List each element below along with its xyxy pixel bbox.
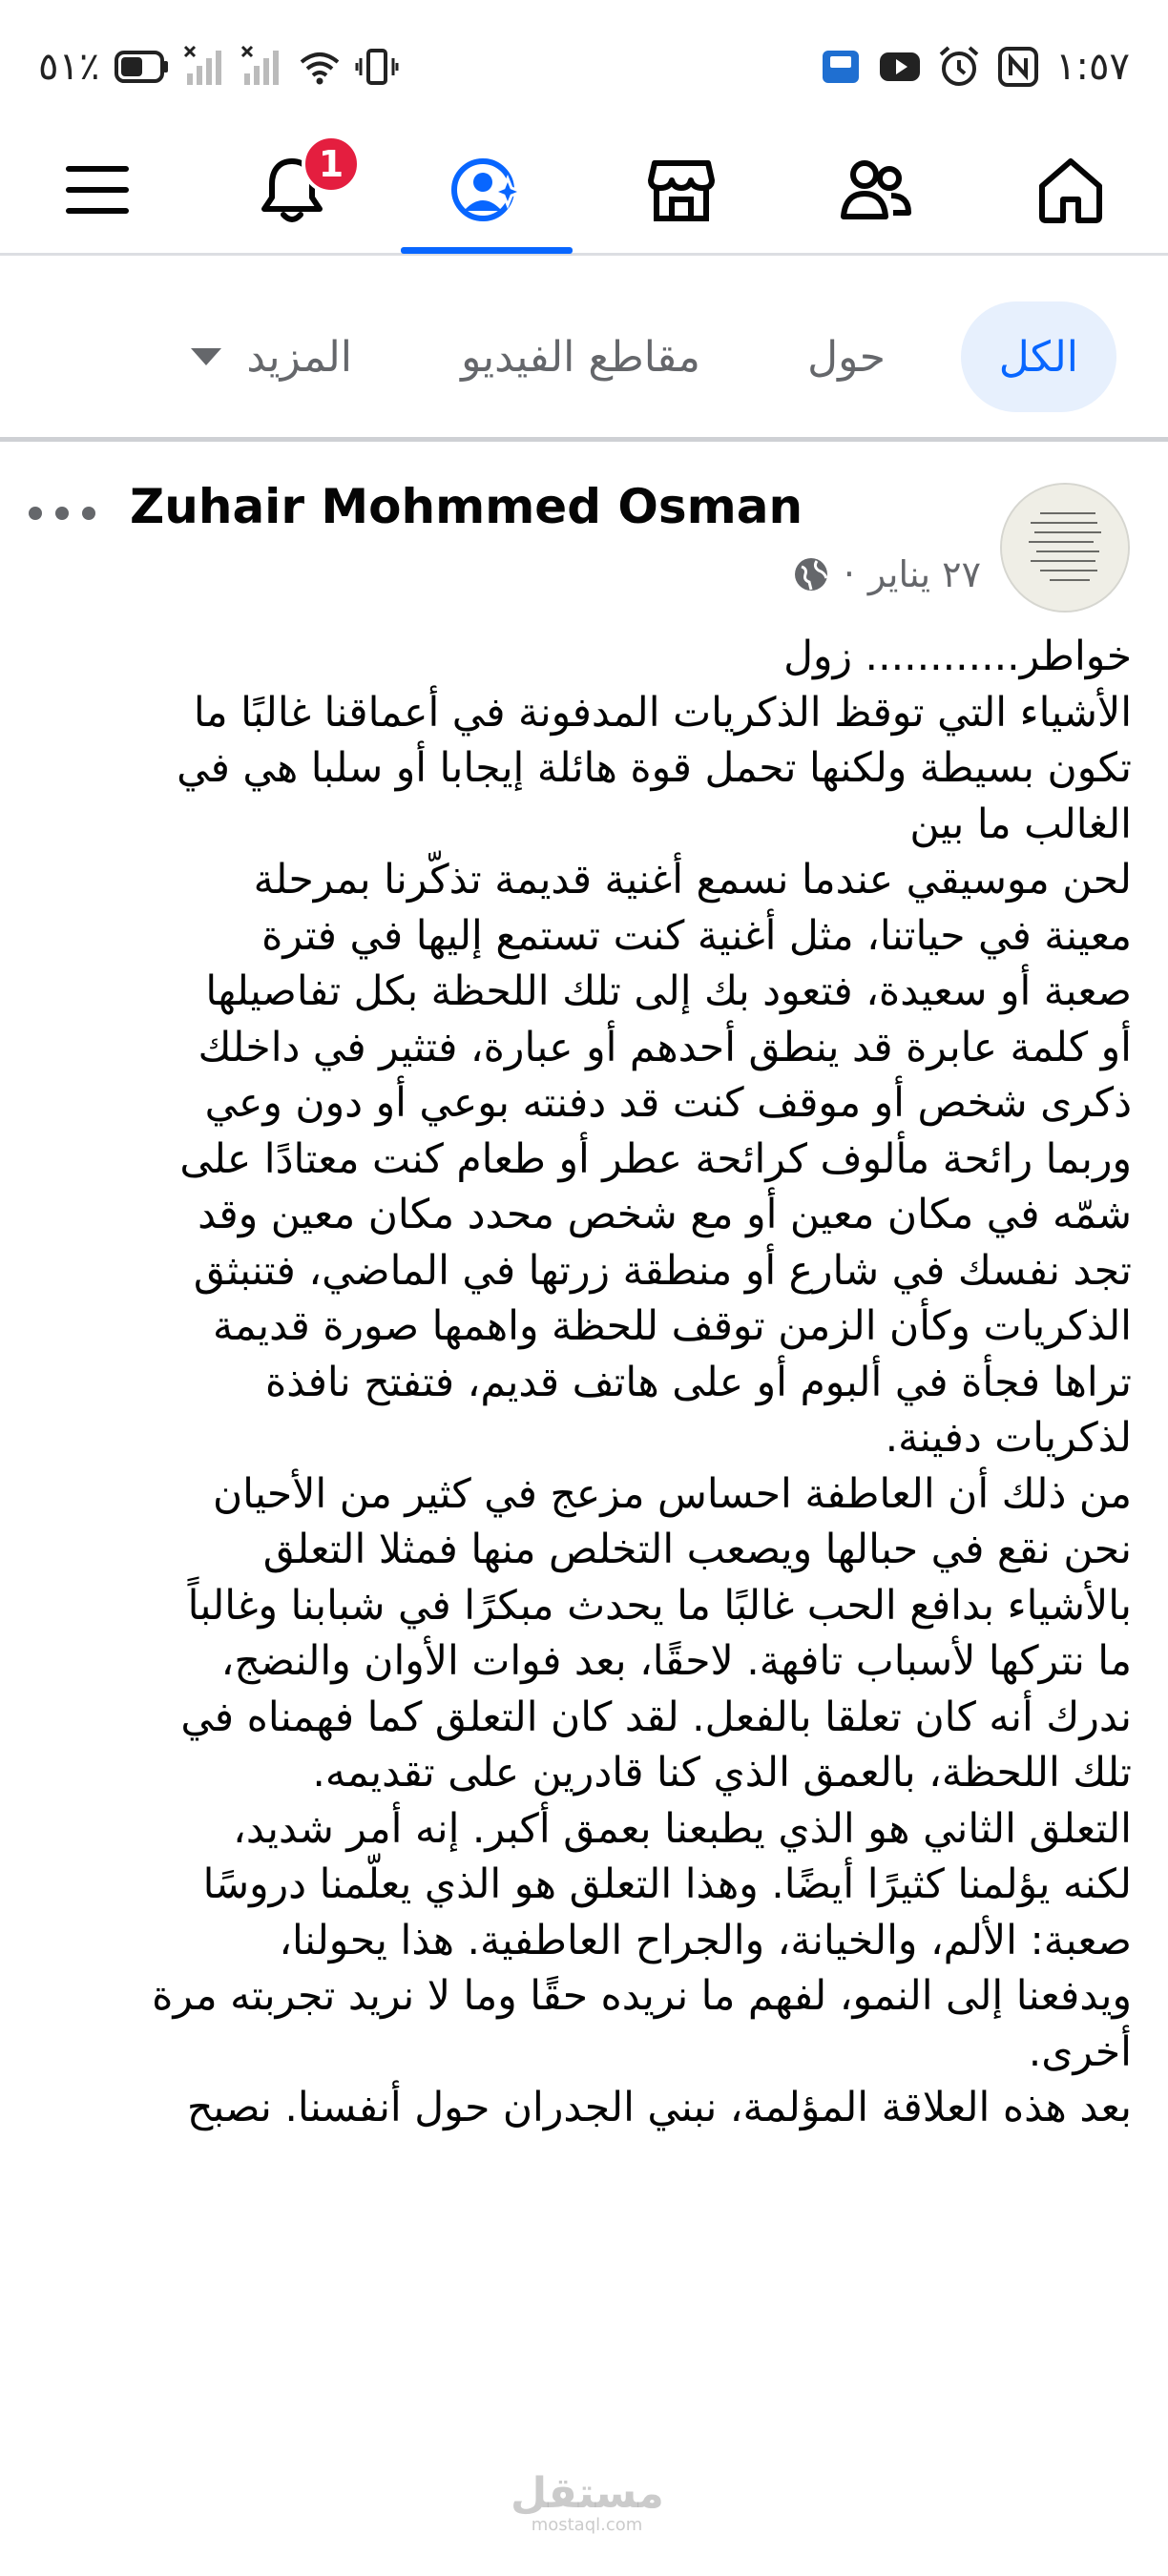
post-line: بعد هذه العلاقة المؤلمة، نبني الجدران حول أنفسنا. نصبح [186,2085,1132,2131]
post-line: أخرى. [1028,2028,1132,2076]
filter-more-label: المزيد [246,332,352,382]
signal-icon-1 [183,45,227,89]
post-line: صعبة أو سعيدة، فتعود بك إلى تلك اللحظة بكل تفاصيلها [205,968,1132,1015]
filter-all[interactable]: الكل [961,301,1116,412]
friends-button[interactable] [779,129,973,251]
post-line: تكون بسيطة ولكنها تحمل قوة هائلة إيجابا أو سلبا هي في [177,745,1132,792]
youtube-icon [878,45,922,89]
post-line: من ذلك أن العاطفة احساس مزعج في كثير من الأحيان [212,1470,1132,1518]
post-author[interactable]: Zuhair Mohmmed Osman [130,479,803,534]
post-line: ويدفعنا إلى النمو، لفهم ما نريده حقًا وما لا نريد تجربته مرة [152,1973,1132,2020]
post-line: لذكريات دفينة. [885,1415,1132,1462]
filter-videos[interactable]: مقاطع الفيديو [461,332,700,382]
post-line: ذكرى شخص أو موقف كنت قد دفنته بوعي أو دون وعي [204,1080,1132,1127]
signal-icon-2 [240,45,284,89]
status-bar-right [819,42,1130,92]
alarm-icon [937,45,981,89]
post-line: لكنه يؤلمنا كثيرًا أيضًا. وهذا التعلق هو الذي يعلّمنا دروسًا [202,1861,1132,1908]
menu-button[interactable] [0,129,195,251]
filter-more[interactable] [191,301,352,412]
globe-icon [792,555,830,593]
post-line: بالأشياء بدافع الحب غالبًا ما يحدث مبكرًا في شبابنا وغالباً [187,1582,1132,1630]
post-line: تلك اللحظة، بالعمق الذي كنا قادرين على تقديمه. [312,1750,1132,1797]
vibrate-icon [355,45,399,89]
battery-icon [113,45,170,89]
app-notification-icon [819,45,863,89]
post-line: صعبة: الألم، والخيانة، والجراح العاطفية. هذا يحولنا، [279,1917,1132,1964]
filter-about[interactable]: حول [807,332,886,382]
post-line: نحن نقع في حبالها ويصعب التخلص منها فمثلا التعلق [262,1527,1132,1573]
post-meta [792,553,981,595]
post-line: وربما رائحة مألوف كرائحة عطر أو طعام كنت معتادًا على [179,1135,1132,1183]
meta-separator: · [843,553,855,595]
marketplace-button[interactable] [584,129,779,251]
post-line: الذكريات وكأن الزمن توقف للحظة واهمها صورة قديمة [212,1303,1132,1350]
post-line: ندرك أنه كان تعلقا بالفعل. لقد كان التعلق كما فهمناه في [180,1693,1132,1741]
friends-icon [840,154,912,226]
clock: ١:٥٧ [1055,45,1130,89]
post-line: أو كلمة عابرة قد ينطق أحدهم أو عبارة، فتثير في داخلك [198,1024,1132,1071]
post-date[interactable]: ٢٧ يناير [867,553,981,595]
post-header [0,458,1168,620]
notification-badge: 1 [302,135,361,194]
profile-tab[interactable] [389,129,584,251]
watermark [511,2469,664,2536]
post-text [38,630,1132,2137]
caret-down-icon [191,348,221,365]
post-line: خواطر............ زول [783,634,1132,680]
notifications-button[interactable] [195,129,389,251]
dot-icon [29,507,42,520]
battery-percentage: ٥١٪ [38,45,100,89]
home-icon [1034,154,1107,226]
post-more-button[interactable] [29,494,95,532]
profile-sparkle-icon [450,154,523,226]
wifi-icon [298,45,342,89]
post-line: ما نتركها لأسباب تافهة. لاحقًا، بعد فوات الأوان والنضج، [220,1638,1132,1685]
avatar[interactable] [1000,483,1130,613]
post-line: تجد نفسك في شارع أو منطقة زرتها في الماضي، فتنبثق [193,1247,1132,1295]
menu-icon [61,154,134,226]
home-button[interactable] [973,129,1168,251]
status-bar [0,0,1168,134]
dot-icon [82,507,95,520]
post-line: الغالب ما بين [909,800,1132,848]
post-line: لحن موسيقي عندما نسمع أغنية قديمة تذكّرنا بمرحلة [253,857,1132,904]
dot-icon [55,507,69,520]
post-line: شمّه في مكان معين أو مع شخص محدد مكان معين وقد [198,1192,1132,1238]
top-nav [0,129,1168,256]
store-icon [645,154,718,226]
watermark-arabic: مستقل [511,2469,664,2518]
avatar-image-icon [1002,485,1128,611]
nfc-icon [996,45,1040,89]
profile-filters [0,256,1168,442]
post-line: تراها فجأة في ألبوم أو على هاتف قديم، فتفتح نافذة [265,1359,1132,1406]
post-line: معينة في حياتنا، مثل أغنية كنت تستمع إليها في فترة [261,912,1132,960]
post-line: الأشياء التي توقظ الذكريات المدفونة في أعماقنا غالبًا ما [193,689,1132,737]
watermark-latin: mostaql.com [531,2515,643,2535]
status-bar-left [38,42,399,92]
post-line: التعلق الثاني هو الذي يطبعنا بعمق أكبر. إنه أمر شديد، [233,1805,1132,1853]
